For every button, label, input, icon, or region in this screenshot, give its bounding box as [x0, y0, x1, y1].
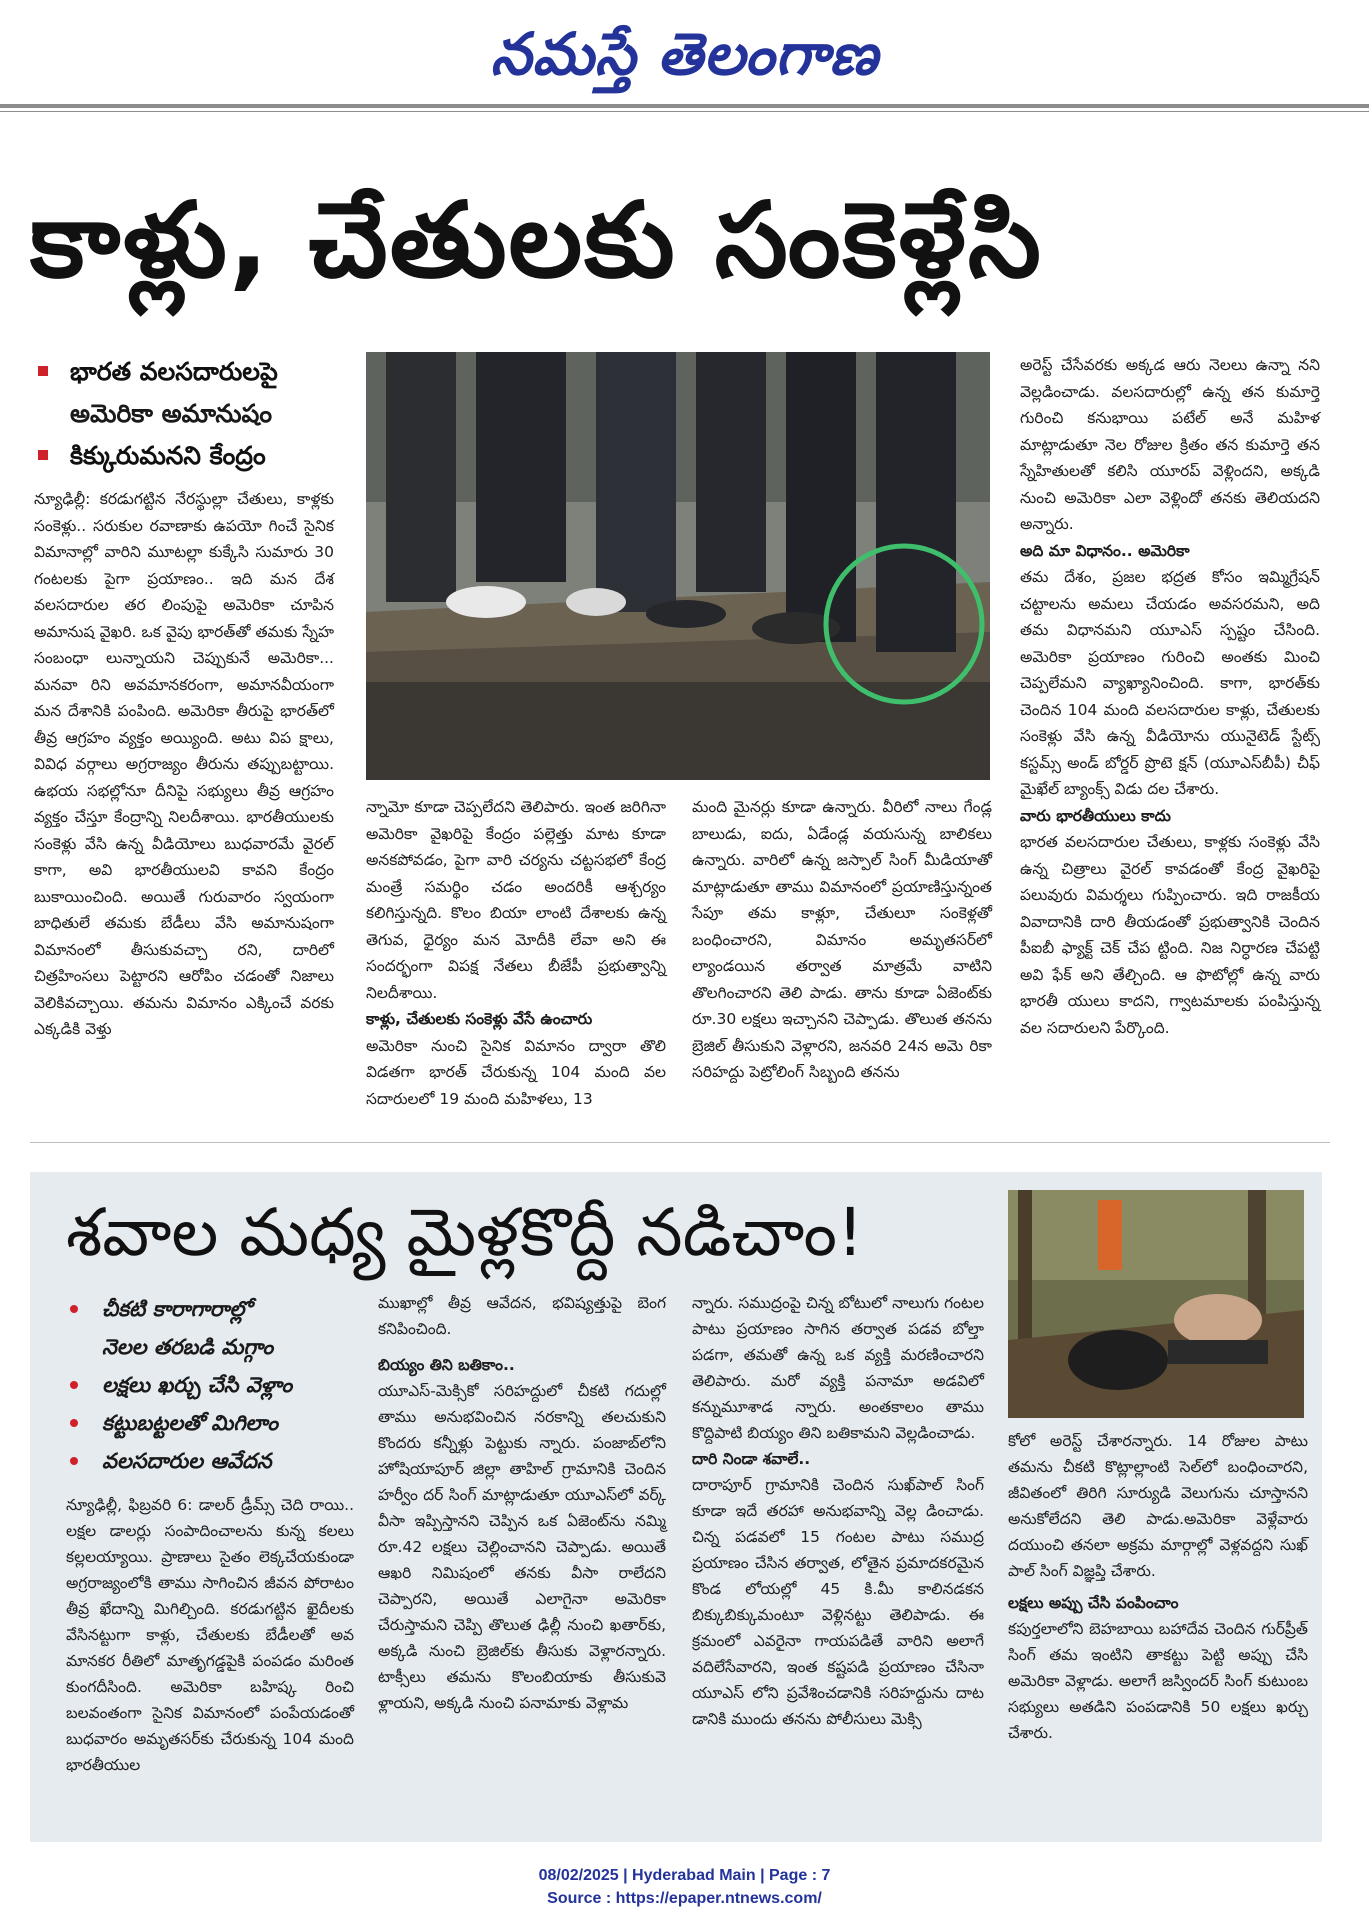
story-divider	[30, 1142, 1330, 1143]
bullet-dot-icon	[70, 1457, 78, 1465]
story1-bullet: కిక్కురుమనని కేంద్రం	[34, 436, 324, 476]
story1-photo	[366, 352, 990, 780]
story2-column-2: ముఖాల్లో తీవ్ర ఆవేదన, భవిష్యత్తుపై బెంగ కనిపించింది. బియ్యం తిని బతికాం.. యూఎస్-మెక్సికో సరిహద్దులో చీకటి గదుల్లో తాము అనుభవించిన నరకాన్ని తలచుకుని కొందరు కన్నీళ్లు పెట్టుకు న్నారు. పంజాబ్‌లోని హోషియాపూర్ జిల్లా తాహిల్ గ్రామానికి చెందిన హర్వీం దర్ సింగ్ మాట్లాడుతూ యూఎస్‌లో వర్క్ వీసా ఇప్పిస్తానని చెప్పిన ఒక ఏజెంట్‌ను నమ్మి రూ.42 లక్షలు చెల్లించానని చెప్పాడు. అయితే ఆఖరి నిమిషంలో తనకు వీసా రాలేదని చెప్పారని, అయితే ఎలాగైనా అమెరికా చేరుస్తామని చెప్పి తొలుత ఢిల్లీ నుంచి ఖతార్‌కు, అక్కడి నుంచి బ్రెజిల్‌కు తీసుకు వెళ్లారన్నారు. టాక్సీలు తమను కొలంబియాకు తీసుకువె ళ్లాయని, అక్కడి నుంచి పనామాకు వెళ్లామ	[378, 1294, 666, 1712]
story2-bullets	[66, 1290, 366, 1480]
story2-photo	[1008, 1190, 1304, 1418]
page-footer	[0, 1864, 1369, 1910]
story1-column-3: మంది మైనర్లు కూడా ఉన్నారు. వీరిలో నాలు గేండ్ల బాలుడు, ఐదు, ఏడేండ్ల వయసున్న బాలికలు ఉన్నారు. వారిలో ఉన్న జస్పాల్ సింగ్ మీడియాతో మాట్లాడుతూ తాము విమానంలో ప్రయాణిస్తున్నంత సేపూ తమ కాళ్లూ, చేతులూ సంకెళ్లతో బంధించారని, విమానం అమృతసర్‌లో ల్యాండయిన తర్వాత మాత్రమే వాటిని తొలగించారని తెలి పాడు. తాను కూడా ఏజెంట్‌కు రూ.30 లక్షలు ఇచ్చానని చెప్పాడు. తొలుత తనను బ్రెజిల్ తీసుకుని వెళ్లారని, జనవరి 24న అమె రికా సరిహద్దు పెట్రోలింగ్ సిబ్బంది తనను	[692, 798, 992, 1081]
jungle-migrants-photo	[1008, 1190, 1304, 1418]
masthead	[0, 8, 1369, 100]
edition-info: 08/02/2025 | Hyderabad Main | Page : 7	[538, 1867, 831, 1884]
bullet-dot-icon	[70, 1419, 78, 1427]
story1-column-2: న్నామో కూడా చెప్పలేదని తెలిపారు. ఇంత జరిగినా అమెరికా వైఖరిపై కేంద్రం పల్లెత్తు మాట కూడా అనకపోవడం, పైగా వారి చర్యను చట్టసభలో కేంద్ర మంత్రే సమర్థిం చడం అందరికీ ఆశ్చర్యం కలిగిస్తున్నది. కొలం బియా లాంటి దేశాలకు ఉన్న తెగువ, ధైర్యం మన మోదీకి లేవా అని ఈ సందర్భంగా విపక్ష నేతలు బీజేపీ ప్రభుత్వాన్ని నిలదీశాయి. కాళ్లు, చేతులకు సంకెళ్లు వేసే ఉంచారు అమెరికా నుంచి సైనిక విమానం ద్వారా తొలి విడతగా భారత్ చేరుకున్న 104 మంది వల సదారులలో 19 మంది మహిళలు, 13	[366, 798, 666, 1108]
story2-bullet: లక్షలు ఖర్చు చేసి వెళ్లాం	[66, 1366, 366, 1404]
story1-subhead: వారు భారతీయులు కాదు	[1020, 806, 1171, 825]
story1-bullets	[34, 352, 324, 476]
deportees-feet-photo	[366, 352, 990, 780]
masthead-rule-thin	[0, 111, 1369, 112]
story2-subhead: దారి నిండా శవాలే..	[692, 1450, 811, 1468]
story1-column-1: న్యూఢిల్లీ: కరడుగట్టిన నేరస్థుల్లా చేతులు, కాళ్లకు సంకెళ్లు.. సరుకుల రవాణాకు ఉపయో గించే సైనిక విమానాల్లో వారిని మూటల్లా కుక్కేసి సుమారు 30 గంటలకు పైగా ప్రయాణం.. ఇది మన దేశ వలసదారుల తర లింపుపై అమెరికా చూపిన అమానుష వైఖరి. ఒక వైపు భారత్‌తో తమకు స్నేహ సంబంధా లున్నాయని చెప్పుకునే అమెరికా... మనవా రిని అవమానకరంగా, అమానవీయంగా మన దేశానికి పంపింది. అమెరికా తీరుపై భారత్‌లో తీవ్ర ఆగ్రహం వ్యక్తం అయ్యింది. అటు విప క్షాలు, వివిధ వర్గాలు అగ్రరాజ్యం తీరును తప్పుబట్టాయి. ఉభయ సభల్లోనూ దీనిపై సభ్యులు తీవ్ర ఆగ్రహం వ్యక్తం చేస్తూ కేంద్రాన్ని నిలదీశాయి. భారతీయులకు సంకెళ్లు వేసి ఉన్న వీడియోలు బుధవారమే వైరల్ కాగా, అవి భారతీయులవి కావని కేంద్రం బుకాయించింది. అయితే గురువారం స్వయంగా బాధితులే తమకు బేడీలు వేసి అమానుషంగా విమానంలో తీసుకువచ్చా రని, దారిలో చిత్రహింసలు పెట్టారని ఆరోపిం చడంతో నిజాలు వెలికివచ్చాయి. తమను విమానం ఎక్కించే వరకు ఎక్కడికి వెళ్తు	[34, 490, 334, 1038]
story1-headline: కాళ్లు, చేతులకు సంకెళ్లేసి	[30, 179, 1043, 301]
story2-bullet: వలసదారుల ఆవేదన	[66, 1442, 366, 1480]
bullet-square-icon	[38, 450, 48, 460]
story1-bullet: భారత వలసదారులపై	[34, 352, 324, 392]
bullet-dot-icon	[70, 1381, 78, 1389]
newspaper-logo: నమస్తే తెలంగాణ	[490, 20, 879, 88]
story1-bullet-cont: అమెరికా అమానుషం	[70, 399, 273, 428]
story1-subhead: కాళ్లు, చేతులకు సంకెళ్లు వేసే ఉంచారు	[366, 1010, 593, 1028]
story2-column-4: కోలో అరెస్ట్ చేశారన్నారు. 14 రోజుల పాటు తమను చీకటి కొట్లాల్లాంటి సెల్‌లో బంధించారని, జీవితంలో తిరిగి సూర్యుడి వెలుగును చూస్తానని అనుకోలేదని తెలి పాడు.అమెరికా వెళ్లేవారు దయుంచి తనలా అక్రమ మార్గాల్లో వెళ్లవద్దని సుఖ్ పాల్ సింగ్ విజ్ఞప్తి చేశారు. లక్షలు అప్పు చేసి పంపించాం కపుర్తలాలోని బెహబాయి బహాదేవ చెందిన గుర్‌ప్రీత్ సింగ్ తమ ఇంటిని తాకట్టు పెట్టి అప్పు చేసి అమెరికా వెళ్లాడు. అలాగే జస్విందర్ సింగ్ కుటుంబ సభ్యులు అతడిని పంపడానికి 50 లక్షలు ఖర్చు చేశారు.	[1008, 1432, 1308, 1742]
story2-subhead: లక్షలు అప్పు చేసి పంపించాం	[1008, 1594, 1179, 1612]
story2-headline: శవాల మధ్య మైళ్లకొద్దీ నడిచాం!	[66, 1194, 864, 1271]
source-link[interactable]: Source : https://epaper.ntnews.com/	[547, 1890, 822, 1907]
story1-column-4: అరెస్ట్ చేసేవరకు అక్కడ ఆరు నెలలు ఉన్నా నని వెల్లడించాడు. వలసదారుల్లో ఉన్న తన కుమార్తె గురించి కనుభాయి పటేల్ అనే మహిళ మాట్లాడుతూ నెల రోజుల క్రితం తన కుమార్తె తన స్నేహితులతో కలిసి యూరప్ వెళ్లిందని, అక్కడి నుంచి అమెరికా ఎలా వెళ్లిందో తనకు తెలియదని అన్నారు. అది మా విధానం.. అమెరికా తమ దేశం, ప్రజల భద్రత కోసం ఇమ్మిగ్రేషన్ చట్టాలను అమలు చేయడం అవసరమని, అది తమ విధానమని యూఎస్ స్పష్టం చేసింది. అమెరికా ప్రయాణం గురించి అంతకు మించి చెప్పలేమని వ్యాఖ్యానించింది. కాగా, భారత్‌కు చెందిన 104 మంది వలసదారుల కాళ్లు, చేతులకు సంకెళ్లు వేసి ఉన్న వీడియోను యునైటెడ్ స్టేట్స్ కస్టమ్స్ అండ్ బోర్డర్ ప్రొటె క్షన్ (యూఎస్‌బీపీ) చీఫ్ మైఖేల్ బ్యాంక్స్ విడు దల చేశారు. వారు భారతీయులు కాదు భారత వలసదారుల చేతులు, కాళ్లకు సంకెళ్లు వేసి ఉన్న చిత్రాలు వైరల్ కావడంతో కేంద్ర వైఖరిపై పలువురు విమర్శలు గుప్పించారు. ఇది రాజకీయ వివాదానికి దారి తీయడంతో ప్రభుత్వానికి చెందిన పీఐబీ ఫ్యాక్ట్ చెక్ చేప ట్టింది. నిజ నిర్ధారణ చేపట్టి అవి ఫేక్ అని తేల్చింది. ఆ ఫొటోల్లో ఉన్న వారు భారతీ యులు కాదని, గ్వాటమాలకు పంపిస్తున్న వల సదారులని పేర్కొంది.	[1020, 356, 1320, 1037]
story2-bullet-cont: నెలల తరబడి మగ్గాం	[102, 1335, 274, 1359]
story2-subhead: బియ్యం తిని బతికాం..	[378, 1356, 515, 1374]
story1-subhead: అది మా విధానం.. అమెరికా	[1020, 541, 1190, 560]
masthead-rule	[0, 104, 1369, 108]
story2-column-3: న్నారు. సముద్రంపై చిన్న బోటులో నాలుగు గంటల పాటు ప్రయాణం సాగిన తర్వాత పడవ బోల్తా పడగా, తమతో ఉన్న ఒక వ్యక్తి మరణించారని తెలిపారు. మరో వ్యక్తి పనామా అడవిలో కన్నుమూశాడ న్నారు. అంతకాలం తాము కొద్దిపాటి బియ్యం తిని బతికామని వెల్లడించాడు. దారి నిండా శవాలే.. దారాపూర్ గ్రామానికి చెందిన సుఖ్‌పాల్ సింగ్ కూడా ఇదే తరహా అనుభవాన్ని వెల్ల డించాడు. చిన్న పడవలో 15 గంటల పాటు సముద్ర ప్రయాణం చేసిన తర్వాత, లోతైన ప్రమాదకరమైన కొండ లోయల్లో 45 కి.మీ కాలినడకన బిక్కుబిక్కుమంటూ వెళ్లినట్టు తెలిపాడు. ఈ క్రమంలో ఎవరైనా గాయపడితే వారిని అలాగే వదిలేసేవారని, ఇంత కష్టపడి ప్రయాణం చేసినా యూఎస్ లోని ప్రవేశించడానికి సరిహద్దును దాట డానికి ముందు తనను పోలీసులు మెక్సి	[692, 1294, 984, 1728]
story2-column-1: న్యూఢిల్లీ, ఫిబ్రవరి 6: డాలర్ డ్రీమ్స్ చెది రాయి.. లక్షల డాలర్లు సంపాదించాలను కున్న కలలు కల్లలయ్యాయి. ప్రాణాలు సైతం లెక్కచేయకుండా అగ్రరాజ్యంలోకి తాము సాగించిన జీవన పోరాటం తీవ్ర ఖేదాన్ని మిగిల్చింది. కరడుగట్టిన ఖైదీలకు వేసినట్టుగా కాళ్లు, చేతులకు బేడీలతో అవ మానకర రీతిలో మాతృగడ్డపైకి పంపడం మరింత కుంగదీసింది. అమెరికా బహిష్క రించి బలవంతంగా సైనిక విమానంలో పంపేయడంతో బుధవారం అమృతసర్‌కు చేరుకున్న 104 మంది భారతీయుల	[66, 1496, 354, 1774]
bullet-square-icon	[38, 366, 48, 376]
story2-bullet: కట్టుబట్టలతో మిగిలాం	[66, 1404, 366, 1442]
bullet-dot-icon	[70, 1305, 78, 1313]
story2-bullet: చీకటి కారాగారాల్లో	[66, 1290, 366, 1328]
